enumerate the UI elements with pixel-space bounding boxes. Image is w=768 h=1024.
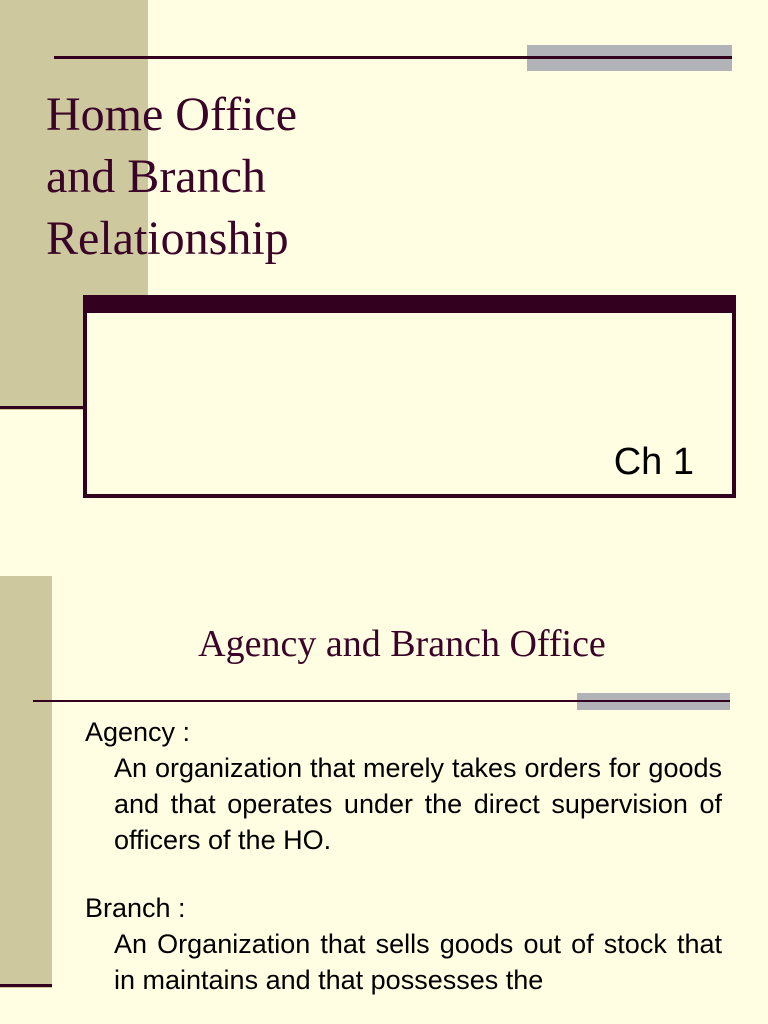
side-accent-bar — [0, 576, 52, 988]
side-accent-line — [0, 984, 52, 987]
chapter-label: Ch 1 — [613, 441, 694, 483]
slide-title — [46, 84, 466, 270]
title-line: and Branch — [46, 150, 266, 203]
grey-accent-bar — [527, 45, 732, 71]
title-line: Relationship — [46, 212, 289, 265]
term-definition: An Organization that sells goods out of stock that in maintains and that possesses the — [114, 929, 722, 995]
slide-body — [85, 714, 722, 998]
slide-title: Agency and Branch Office — [198, 623, 606, 665]
definition-entry — [85, 890, 722, 998]
grey-accent-bar — [577, 693, 730, 710]
definition-entry — [85, 714, 722, 858]
side-accent-line — [0, 406, 84, 409]
term-label: Branch : — [85, 893, 186, 923]
subtitle-box — [83, 295, 736, 498]
slide-2 — [0, 576, 768, 1024]
term-definition: An organization that merely takes orders for goods and that operates under the direct supervision of officers of the HO. — [114, 753, 722, 855]
title-line: Home Office — [46, 88, 298, 141]
term-label: Agency : — [85, 717, 191, 747]
